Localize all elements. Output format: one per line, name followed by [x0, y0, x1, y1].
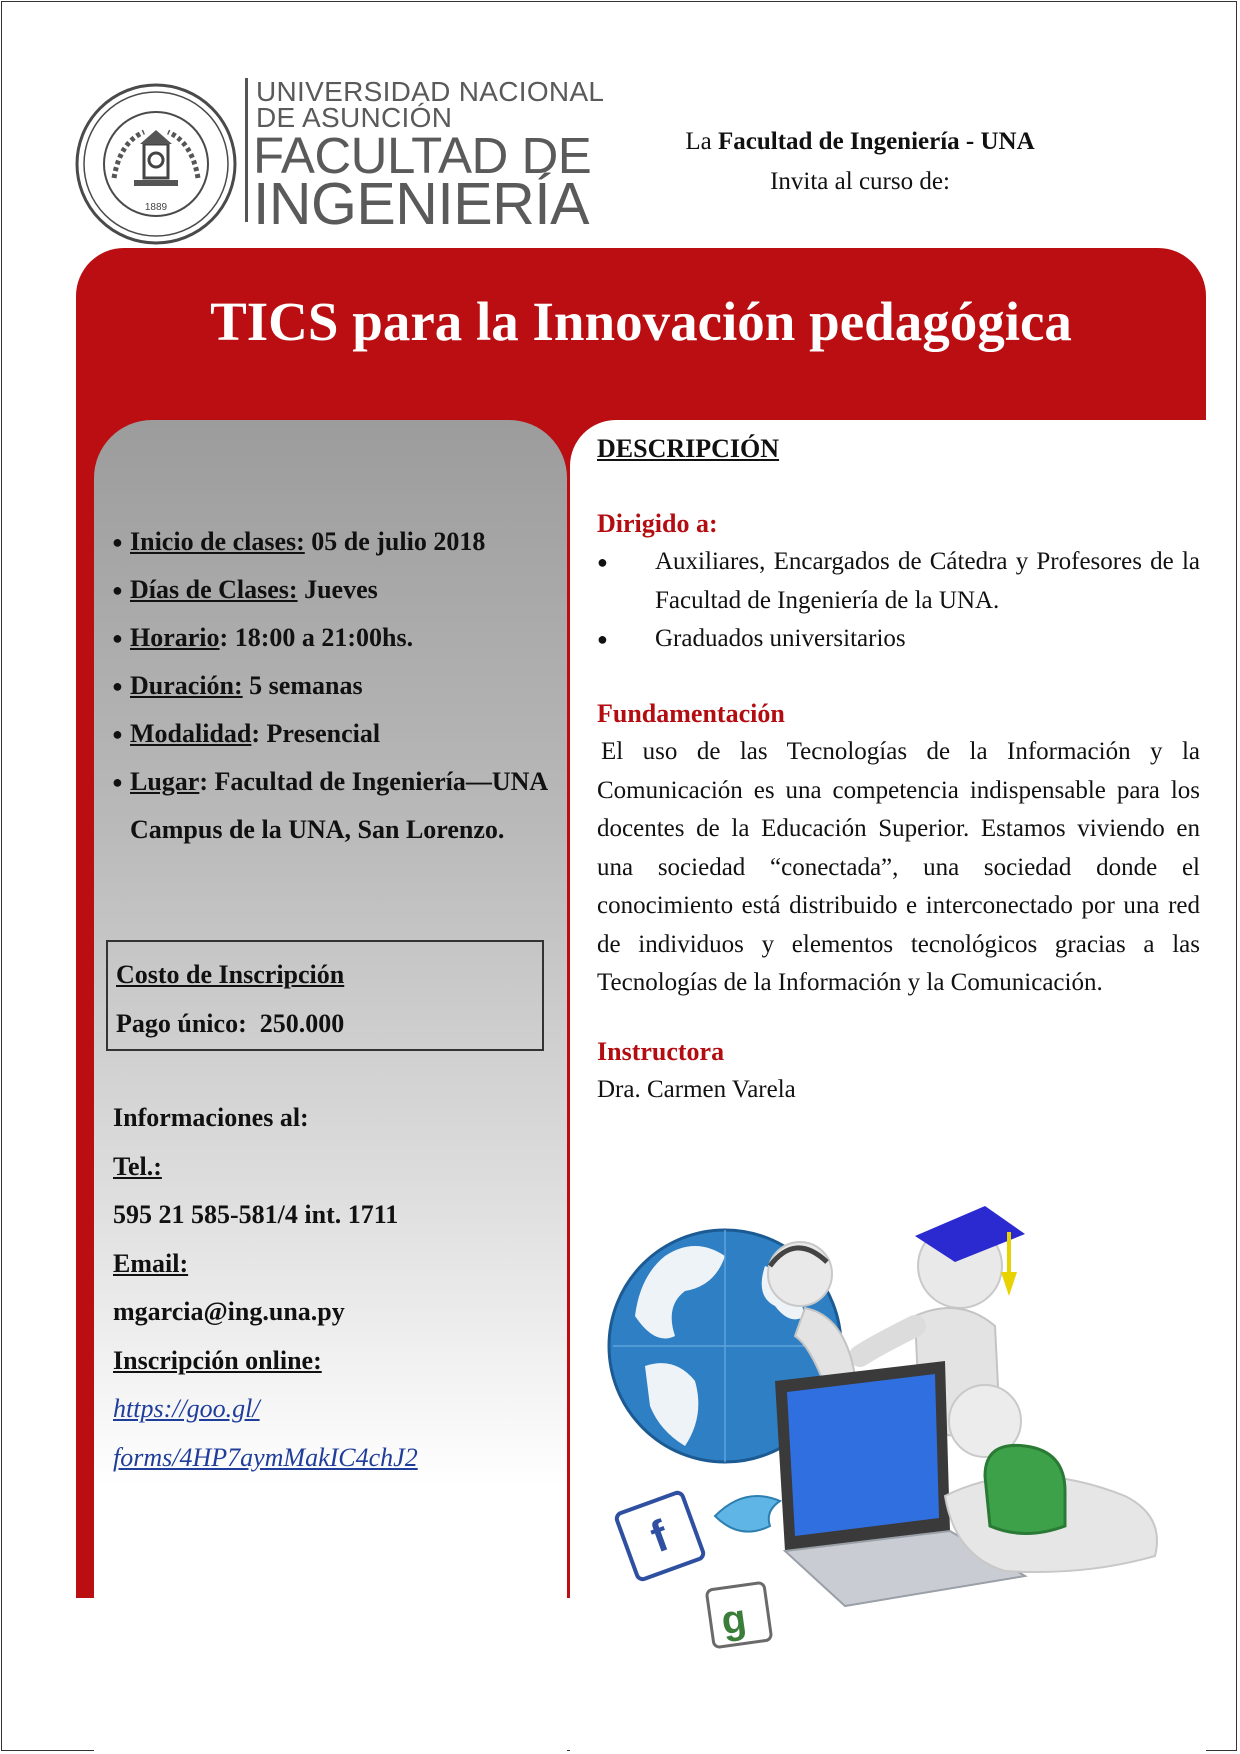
bullet-icon: ● [112, 772, 123, 792]
audience-text: Graduados universitarios [655, 625, 906, 652]
detail-value: : Presencial [251, 719, 381, 748]
tel-label: Tel.: [113, 1151, 162, 1181]
detail-label: Horario [130, 623, 220, 652]
invite-line-2: Invita al curso de: [770, 168, 950, 195]
detail-value: Jueves [297, 575, 378, 604]
detail-value: 05 de julio 2018 [304, 527, 486, 556]
contact-heading: Informaciones al: [113, 1103, 309, 1132]
detail-value: : 18:00 a 21:00hs. [219, 623, 414, 652]
detail-label: Modalidad [130, 719, 252, 748]
invitation-text [620, 122, 1100, 202]
bullet-icon: ● [112, 580, 123, 600]
detail-label: Días de Clases: [130, 575, 298, 604]
cost-label: Pago único: [116, 1009, 247, 1038]
online-label: Inscripción online: [113, 1345, 322, 1375]
registration-link-part-1[interactable]: https://goo.gl/ [113, 1394, 260, 1423]
university-logo [74, 76, 605, 237]
detail-duration [108, 662, 548, 710]
email-address: mgarcia@ing.una.py [113, 1297, 345, 1326]
contact-info [113, 1094, 563, 1482]
audience-item [597, 543, 1200, 620]
detail-modality [108, 710, 548, 758]
cost-box [106, 940, 544, 1051]
course-title: TICS para la Innovación pedagógica [210, 291, 1072, 352]
student-figure-icon [945, 1385, 1157, 1572]
logo-line-2: DE ASUNCIÓN [256, 102, 453, 133]
facebook-icon [615, 1491, 705, 1581]
detail-location [108, 758, 548, 854]
invite-line-1 [620, 122, 1100, 162]
detail-schedule [108, 614, 548, 662]
detail-class-days [108, 566, 548, 614]
seal-year: 1889 [144, 202, 168, 213]
logo-divider [245, 78, 248, 222]
tel-number: 595 21 585-581/4 int. 1711 [113, 1200, 399, 1229]
dirigido-heading: Dirigido a: [597, 508, 718, 538]
bullet-icon: ● [597, 552, 608, 572]
invite-org: Facultad de Ingeniería - UNA [717, 128, 1035, 155]
logo-line-1: UNIVERSIDAD NACIONAL [256, 76, 605, 107]
cost-line [116, 999, 534, 1048]
cost-amount: 250.000 [259, 1009, 345, 1038]
svg-text:f: f [644, 1511, 675, 1563]
detail-label: Duración: [130, 671, 243, 700]
bullet-icon: ● [112, 628, 123, 648]
elearning-illustration [605, 1196, 1185, 1658]
svg-text:g: g [718, 1596, 749, 1644]
twitter-bird-icon [715, 1496, 780, 1532]
detail-start-date [108, 518, 548, 566]
detail-label: Lugar [130, 767, 200, 796]
cost-title: Costo de Inscripción [116, 960, 345, 989]
bullet-icon: ● [112, 676, 123, 696]
fundamentacion-text: El uso de las Tecnologías de la Información y la Comunicación es una competencia indispensable para los docentes de la Educación Superior. Estamos viviendo en una sociedad “conectada”, una sociedad donde el conocimiento está distribuido e interconectado por una red de individuos y elementos tecnológicos gracias a las Tecnologías de la Información y la Comunicación. [597, 738, 1200, 996]
bullet-icon: ● [597, 629, 608, 649]
email-label: Email: [113, 1248, 189, 1278]
audience-list [597, 543, 1200, 659]
registration-link[interactable] [113, 1385, 563, 1482]
university-seal-icon [74, 82, 238, 246]
detail-value: : Facultad de Ingeniería—UNA Campus de la UNA, San Lorenzo. [130, 767, 547, 844]
google-icon [706, 1582, 772, 1648]
logo-line-4: INGENIERÍA [253, 171, 589, 237]
bullet-icon: ● [112, 532, 123, 552]
fundamentacion-heading: Fundamentación [597, 698, 785, 728]
bullet-icon: ● [112, 724, 123, 744]
logo-line-3: FACULTAD DE [253, 127, 592, 184]
description-heading: DESCRIPCIÓN [597, 434, 780, 463]
instructor-heading: Instructora [597, 1036, 725, 1066]
instructor-name: Dra. Carmen Varela [597, 1076, 796, 1103]
course-details-list [108, 518, 548, 854]
detail-value: 5 semanas [242, 671, 363, 700]
audience-item [597, 620, 1200, 659]
detail-label: Inicio de clases: [130, 527, 305, 556]
description-content [597, 430, 1200, 1110]
invite-prefix: La [685, 128, 712, 155]
audience-text: Auxiliares, Encargados de Cátedra y Profesores de la Facultad de Ingeniería de la UNA. [655, 548, 1200, 614]
registration-link-part-2[interactable]: forms/4HP7aymMakIC4chJ2 [113, 1442, 418, 1472]
